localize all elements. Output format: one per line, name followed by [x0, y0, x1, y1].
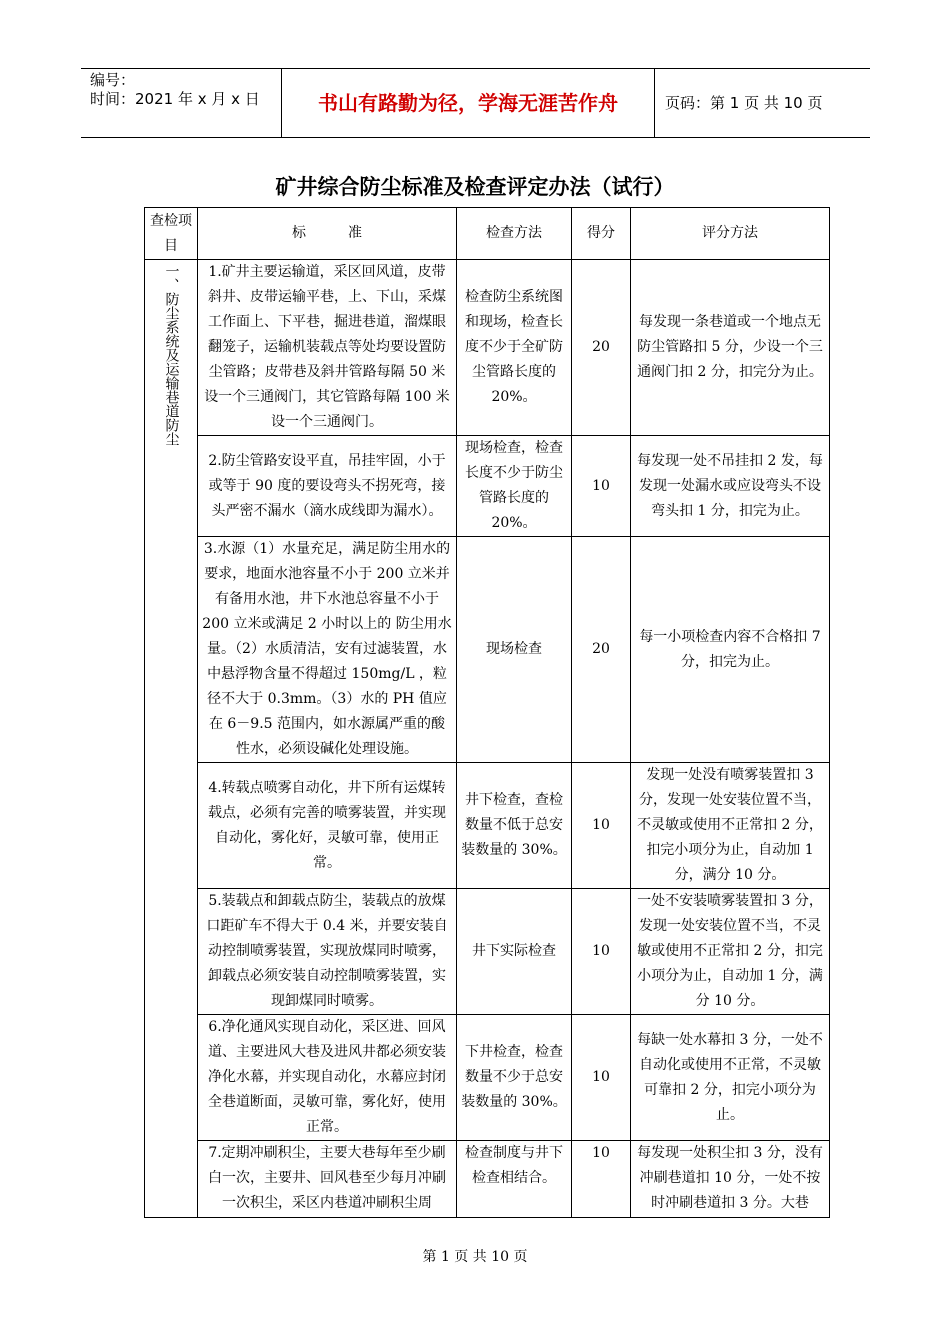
score-value: 10 [572, 1015, 631, 1141]
page-header [81, 68, 870, 138]
method-text: 下井检查，检查数量不少于总安装数量的 30%。 [457, 1015, 572, 1141]
page-footer: 第 1 页 共 10 页 [422, 1249, 528, 1265]
header-page-info: 页码：第 1 页 共 10 页 [665, 94, 823, 112]
table-row [145, 260, 830, 436]
standard-text: 6.净化通风实现自动化，采区进、回风道、主要进风大巷及进风井都必须安装净化水幕，并实现自动化，水幕应封闭全巷道断面，灵敏可靠，雾化好，使用正常。 [198, 1015, 457, 1141]
table-row [145, 537, 830, 763]
score-value: 10 [572, 436, 631, 537]
score-value: 10 [572, 889, 631, 1015]
category-label: 一、防尘系统及运输巷道防尘 [163, 264, 180, 446]
standard-text: 2.防尘管路安设平直，吊挂牢固，小于或等于 90 度的要设弯头不拐死弯，接头严密不漏水（滴水成线即为漏水）。 [198, 436, 457, 537]
header-standard: 标 准 [198, 208, 457, 260]
method-text: 检查防尘系统图和现场，检查长度不少于全矿防尘管路长度的 20%。 [457, 260, 572, 436]
table-row [145, 763, 830, 889]
table-row [145, 1141, 830, 1218]
score-value: 20 [572, 537, 631, 763]
document-date: 时间：2021 年 x 月 x 日 [90, 90, 260, 108]
table-row [145, 889, 830, 1015]
score-value: 20 [572, 260, 631, 436]
score-value: 10 [572, 763, 631, 889]
header-motto: 书山有路勤为径，学海无涯苦作舟 [282, 69, 655, 137]
header-method: 检查方法 [457, 208, 572, 260]
document-number-label: 编号： [90, 71, 136, 89]
table-header-row [145, 208, 830, 260]
standard-text: 3.水源（1）水量充足，满足防尘用水的要求，地面水池容量不小于 200 立米并有备用水池，井下水池总容量不小于 200 立米或满足 2 小时以上的 防尘用水量。（2）水质清洁，安有过滤装置，水中悬浮物含量不得超过 150mg/L ，粒径不大于 0.3mm。（3）水的 PH 值应在 6－9.5 范围内，如水源属严重的酸性水，必须设碱化处理设施。 [198, 537, 457, 763]
inspection-standards-table [144, 207, 830, 1218]
method-text: 井下检查，查检数量不低于总安装数量的 30%。 [457, 763, 572, 889]
scoring-text: 每发现一处不吊挂扣 2 发，每发现一处漏水或应设弯头不设弯头扣 1 分，扣完为止。 [631, 436, 830, 537]
table-row [145, 436, 830, 537]
category-cell [145, 260, 198, 1218]
method-text: 现场检查，检查长度不少于防尘管路长度的 20%。 [457, 436, 572, 537]
scoring-text: 每缺一处水幕扣 3 分，一处不自动化或使用不正常，不灵敏可靠扣 2 分，扣完小项分为止。 [631, 1015, 830, 1141]
score-value: 10 [572, 1141, 631, 1218]
scoring-text: 发现一处没有喷雾装置扣 3 分，发现一处安装位置不当，不灵敏或使用不正常扣 2 分，扣完小项分为止，自动加 1 分，满分 10 分。 [631, 763, 830, 889]
table-row [145, 1015, 830, 1141]
scoring-text: 每发现一条巷道或一个地点无防尘管路扣 5 分，少设一个三通阀门扣 2 分，扣完分为止。 [631, 260, 830, 436]
header-score: 得分 [572, 208, 631, 260]
header-scoring: 评分方法 [631, 208, 830, 260]
method-text: 检查制度与井下检查相结合。 [457, 1141, 572, 1218]
method-text: 现场检查 [457, 537, 572, 763]
header-item: 查检项目 [145, 208, 198, 260]
header-meta [81, 69, 282, 137]
document-title: 矿井综合防尘标准及检查评定办法（试行） [275, 175, 675, 199]
scoring-text: 每一小项检查内容不合格扣 7 分，扣完为止。 [631, 537, 830, 763]
method-text: 井下实际检查 [457, 889, 572, 1015]
standard-text: 7.定期冲刷积尘，主要大巷每年至少刷白一次，主要井、回风巷至少每月冲刷一次积尘，采区内巷道冲刷积尘周 [198, 1141, 457, 1218]
standard-text: 5.装载点和卸载点防尘，装载点的放煤口距矿车不得大于 0.4 米，并要安装自动控制喷雾装置，实现放煤同时喷雾，卸载点必须安装自动控制喷雾装置，实现卸煤同时喷雾。 [198, 889, 457, 1015]
standard-text: 1.矿井主要运输道，采区回风道，皮带斜井、皮带运输平巷，上、下山，采煤工作面上、下平巷，掘进巷道，溜煤眼翻笼子，运输机装载点等处均要设置防尘管路；皮带巷及斜井管路每隔 50 米设一个三通阀门，其它管路每隔 100 米设一个三通阀门。 [198, 260, 457, 436]
standard-text: 4.转载点喷雾自动化，井下所有运煤转载点，必须有完善的喷雾装置，并实现自动化，雾化好，灵敏可靠，使用正常。 [198, 763, 457, 889]
scoring-text: 一处不安装喷雾装置扣 3 分，发现一处安装位置不当，不灵敏或使用不正常扣 2 分，扣完小项分为止，自动加 1 分，满分 10 分。 [631, 889, 830, 1015]
scoring-text: 每发现一处积尘扣 3 分，没有冲刷巷道扣 10 分，一处不按时冲刷巷道扣 3 分。大巷 [631, 1141, 830, 1218]
